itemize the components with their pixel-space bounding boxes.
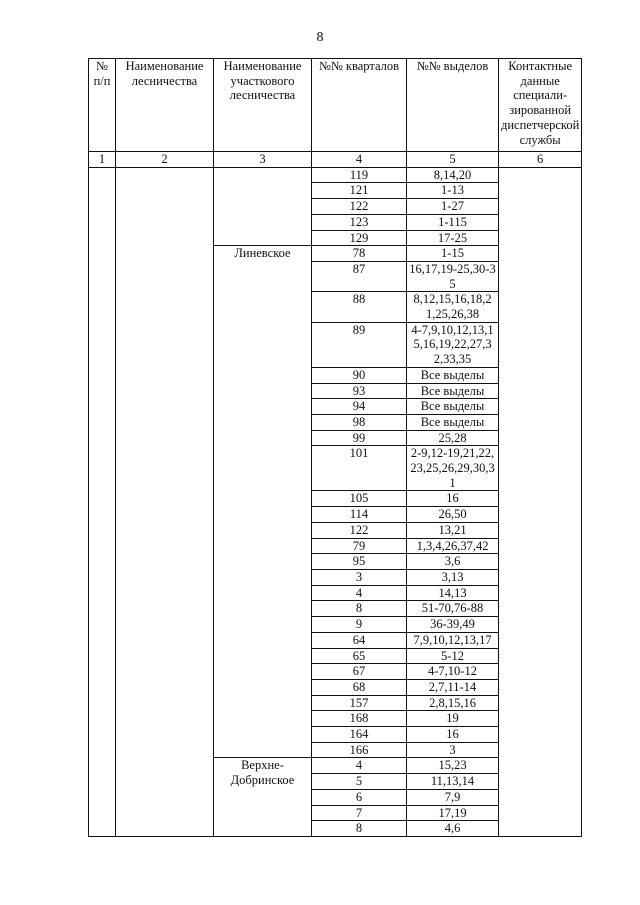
column-number: 3 bbox=[214, 152, 312, 168]
allotment-cell: 26,50 bbox=[407, 507, 499, 523]
quarter-cell: 95 bbox=[312, 554, 407, 570]
column-number: 2 bbox=[116, 152, 214, 168]
allotment-cell: 7,9 bbox=[407, 789, 499, 805]
column-number-row bbox=[89, 152, 582, 168]
allotment-cell: 1-13 bbox=[407, 183, 499, 199]
quarter-cell: 7 bbox=[312, 805, 407, 821]
allotment-cell: 4-7,10-12 bbox=[407, 664, 499, 680]
header-district-forestry: Наименование участкового лесничества bbox=[214, 59, 312, 152]
allotment-cell: 8,12,15,16,18,21,25,26,38 bbox=[407, 292, 499, 322]
allotment-cell: 25,28 bbox=[407, 430, 499, 446]
forest-quarters-table bbox=[88, 58, 582, 837]
quarter-cell: 99 bbox=[312, 430, 407, 446]
allotment-cell: 11,13,14 bbox=[407, 774, 499, 790]
allotment-cell: 16 bbox=[407, 491, 499, 507]
quarter-cell: 90 bbox=[312, 367, 407, 383]
table-body bbox=[89, 167, 582, 836]
quarter-cell: 157 bbox=[312, 695, 407, 711]
quarter-cell: 122 bbox=[312, 199, 407, 215]
quarter-cell: 129 bbox=[312, 230, 407, 246]
allotment-cell: 3,6 bbox=[407, 554, 499, 570]
district-forestry-cell bbox=[214, 167, 312, 246]
quarter-cell: 4 bbox=[312, 758, 407, 774]
allotment-cell: 3,13 bbox=[407, 569, 499, 585]
quarter-cell: 64 bbox=[312, 632, 407, 648]
quarter-cell: 105 bbox=[312, 491, 407, 507]
allotment-cell: 19 bbox=[407, 711, 499, 727]
quarter-cell: 88 bbox=[312, 292, 407, 322]
quarter-cell: 114 bbox=[312, 507, 407, 523]
page-number: 8 bbox=[316, 30, 324, 45]
quarter-cell: 79 bbox=[312, 538, 407, 554]
header-row bbox=[89, 59, 582, 152]
quarter-cell: 93 bbox=[312, 383, 407, 399]
allotment-cell: 51-70,76-88 bbox=[407, 601, 499, 617]
quarter-cell: 8 bbox=[312, 601, 407, 617]
contacts-cell bbox=[499, 167, 582, 836]
quarter-cell: 168 bbox=[312, 711, 407, 727]
header-allotments: №№ выделов bbox=[407, 59, 499, 152]
quarter-cell: 98 bbox=[312, 414, 407, 430]
allotment-cell: Все выделы bbox=[407, 399, 499, 415]
allotment-cell: 4-7,9,10,12,13,15,16,19,22,27,32,33,35 bbox=[407, 322, 499, 367]
header-forestry: Наименование лесничества bbox=[116, 59, 214, 152]
allotment-cell: Все выделы bbox=[407, 367, 499, 383]
quarter-cell: 87 bbox=[312, 261, 407, 291]
allotment-cell: 17-25 bbox=[407, 230, 499, 246]
allotment-cell: 2,8,15,16 bbox=[407, 695, 499, 711]
allotment-cell: 1-27 bbox=[407, 199, 499, 215]
quarter-cell: 164 bbox=[312, 727, 407, 743]
allotment-cell: Все выделы bbox=[407, 383, 499, 399]
column-number: 6 bbox=[499, 152, 582, 168]
quarter-cell: 122 bbox=[312, 522, 407, 538]
allotment-cell: Все выделы bbox=[407, 414, 499, 430]
column-number: 5 bbox=[407, 152, 499, 168]
quarter-cell: 68 bbox=[312, 679, 407, 695]
allotment-cell: 4,6 bbox=[407, 821, 499, 837]
quarter-cell: 8 bbox=[312, 821, 407, 837]
allotment-cell: 1-115 bbox=[407, 214, 499, 230]
allotment-cell: 3 bbox=[407, 742, 499, 758]
quarter-cell: 121 bbox=[312, 183, 407, 199]
quarter-cell: 3 bbox=[312, 569, 407, 585]
quarter-cell: 123 bbox=[312, 214, 407, 230]
allotment-cell: 8,14,20 bbox=[407, 167, 499, 183]
quarter-cell: 4 bbox=[312, 585, 407, 601]
quarter-cell: 78 bbox=[312, 246, 407, 262]
district-forestry-cell: Верхне-Добринское bbox=[214, 758, 312, 837]
district-forestry-cell: Линевское bbox=[214, 246, 312, 758]
quarter-cell: 89 bbox=[312, 322, 407, 367]
allotment-cell: 1,3,4,26,37,42 bbox=[407, 538, 499, 554]
quarter-cell: 5 bbox=[312, 774, 407, 790]
quarter-cell: 9 bbox=[312, 617, 407, 633]
allotment-cell: 16,17,19-25,30-35 bbox=[407, 261, 499, 291]
allotment-cell: 2-9,12-19,21,22,23,25,26,29,30,31 bbox=[407, 446, 499, 491]
allotment-cell: 1-15 bbox=[407, 246, 499, 262]
allotment-cell: 17,19 bbox=[407, 805, 499, 821]
allotment-cell: 36-39,49 bbox=[407, 617, 499, 633]
column-number: 4 bbox=[312, 152, 407, 168]
quarter-cell: 94 bbox=[312, 399, 407, 415]
quarter-cell: 65 bbox=[312, 648, 407, 664]
forestry-cell bbox=[116, 167, 214, 836]
number-cell bbox=[89, 167, 116, 836]
allotment-cell: 14,13 bbox=[407, 585, 499, 601]
quarter-cell: 166 bbox=[312, 742, 407, 758]
allotment-cell: 7,9,10,12,13,17 bbox=[407, 632, 499, 648]
header-contacts: Контактные данные специали-зированной диспетчерской службы bbox=[499, 59, 582, 152]
allotment-cell: 13,21 bbox=[407, 522, 499, 538]
quarter-cell: 101 bbox=[312, 446, 407, 491]
table-row bbox=[89, 167, 582, 183]
column-number: 1 bbox=[89, 152, 116, 168]
quarter-cell: 6 bbox=[312, 789, 407, 805]
allotment-cell: 5-12 bbox=[407, 648, 499, 664]
header-number: № п/п bbox=[89, 59, 116, 152]
allotment-cell: 16 bbox=[407, 727, 499, 743]
allotment-cell: 2,7,11-14 bbox=[407, 679, 499, 695]
quarter-cell: 67 bbox=[312, 664, 407, 680]
allotment-cell: 15,23 bbox=[407, 758, 499, 774]
quarter-cell: 119 bbox=[312, 167, 407, 183]
header-quarters: №№ кварталов bbox=[312, 59, 407, 152]
